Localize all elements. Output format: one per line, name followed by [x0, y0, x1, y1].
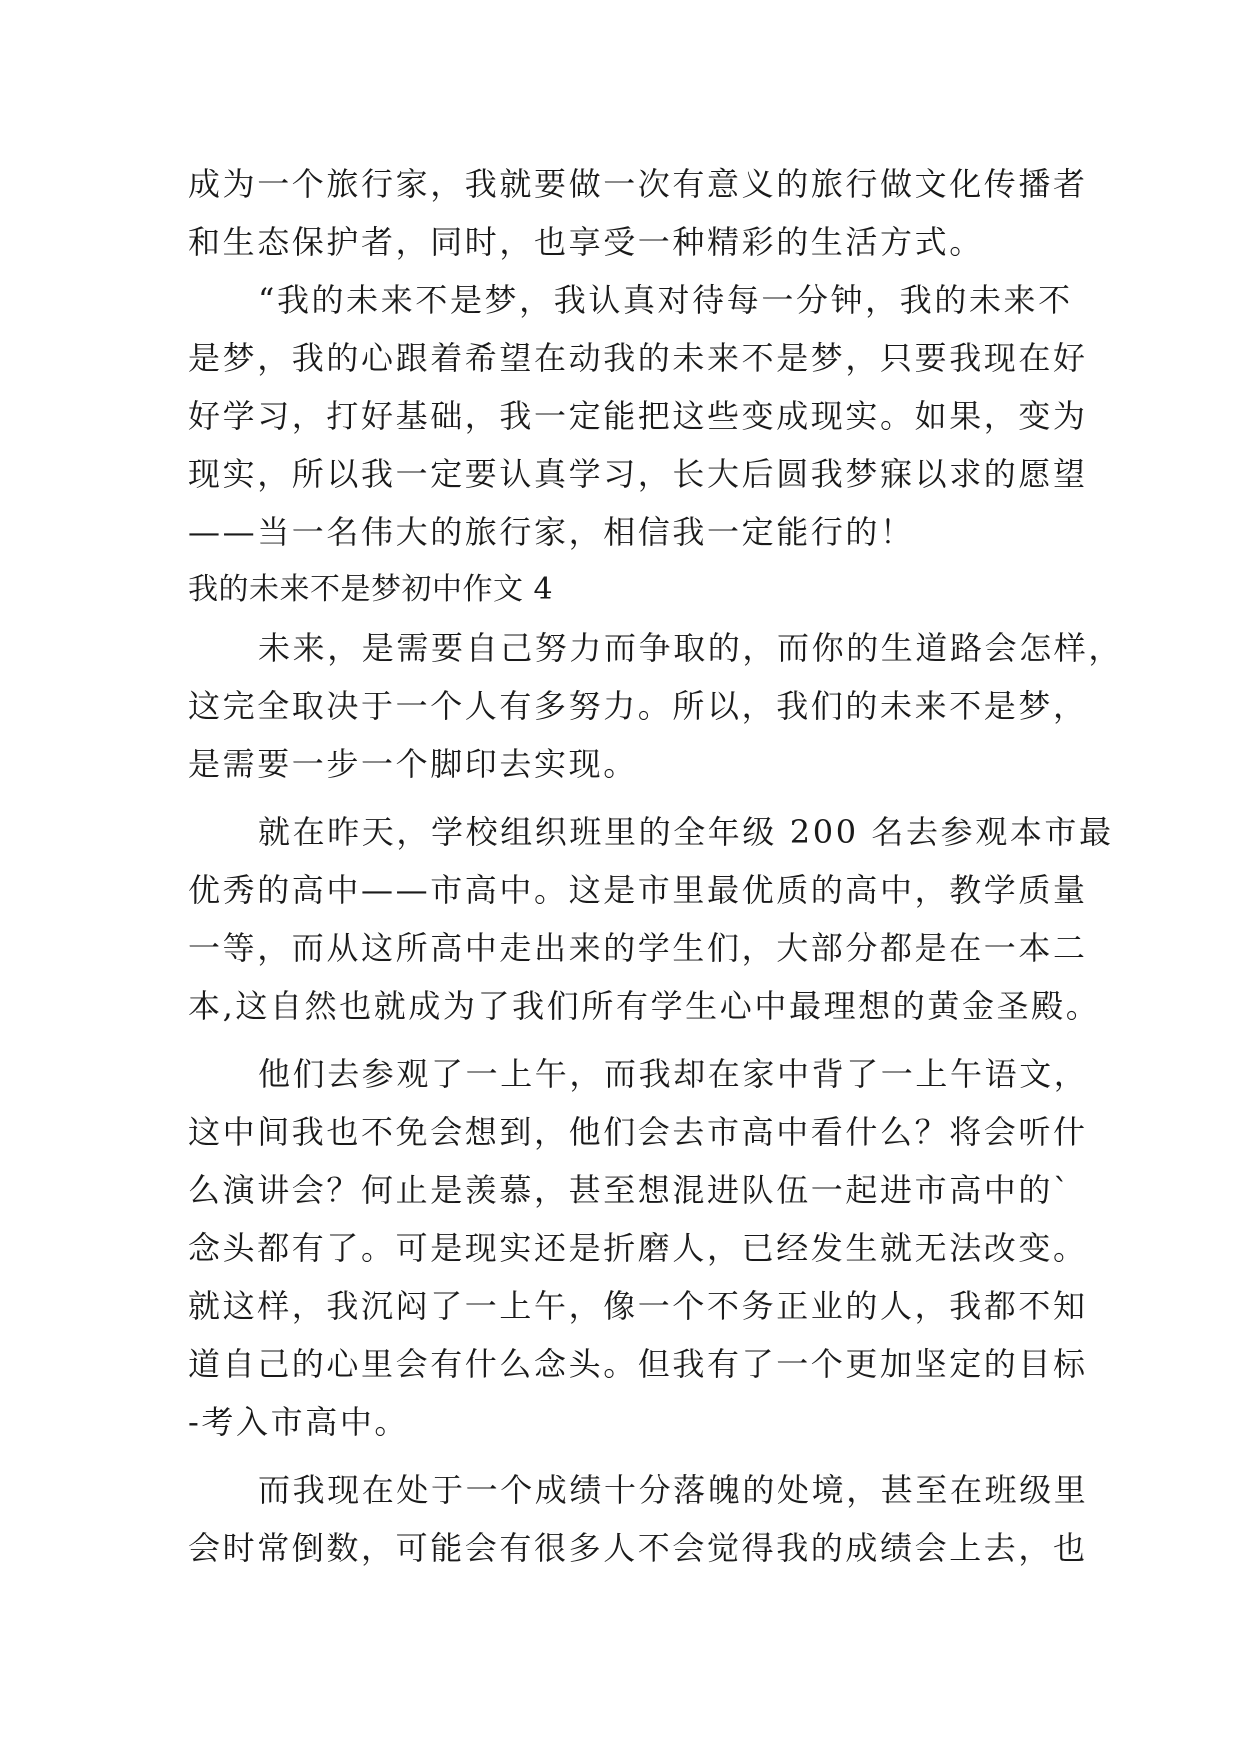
section-heading: 我的未来不是梦初中作文 4 [188, 572, 554, 607]
text-line: 是梦，我的心跟着希望在动我的未来不是梦，只要我现在好 [188, 339, 1088, 377]
text-line: 是需要一步一个脚印去实现。 [188, 745, 638, 783]
text-line: 本,这自然也就成为了我们所有学生心中最理想的黄金圣殿。 [188, 987, 1101, 1025]
text-line: 而我现在处于一个成绩十分落魄的处境，甚至在班级里 [258, 1471, 1089, 1509]
text-line: 优秀的高中——市高中。这是市里最优质的高中，教学质量 [188, 871, 1088, 909]
text-line: 现实，所以我一定要认真学习，长大后圆我梦寐以求的愿望 [188, 455, 1088, 493]
text-line: “我的未来不是梦，我认真对待每一分钟，我的未来不 [258, 281, 1073, 319]
text-line: 这完全取决于一个人有多努力。所以，我们的未来不是梦， [188, 687, 1088, 725]
text-line: 念头都有了。可是现实还是折磨人，已经发生就无法改变。 [188, 1229, 1088, 1267]
text-line: ——当一名伟大的旅行家，相信我一定能行的！ [188, 513, 915, 551]
text-line: 道自己的心里会有什么念头。但我有了一个更加坚定的目标 [188, 1345, 1088, 1383]
text-line: 一等，而从这所高中走出来的学生们，大部分都是在一本二 [188, 929, 1088, 967]
text-line: 么演讲会？何止是羡慕，甚至想混进队伍一起进市高中的` [188, 1171, 1072, 1209]
text-line: 成为一个旅行家，我就要做一次有意义的旅行做文化传播者 [188, 165, 1088, 203]
text-line: 好学习，打好基础，我一定能把这些变成现实。如果，变为 [188, 397, 1088, 435]
text-line: -考入市高中。 [188, 1403, 410, 1441]
text-line: 这中间我也不免会想到，他们会去市高中看什么？将会听什 [188, 1113, 1088, 1151]
text-line: 会时常倒数，可能会有很多人不会觉得我的成绩会上去，也 [188, 1529, 1088, 1567]
text-line: 就在昨天，学校组织班里的全年级 200 名去参观本市最 [258, 813, 1114, 851]
text-line: 就这样，我沉闷了一上午，像一个不务正业的人，我都不知 [188, 1287, 1088, 1325]
text-line: 未来，是需要自己努力而争取的，而你的生道路会怎样， [258, 629, 1124, 667]
text-line: 和生态保护者，同时，也享受一种精彩的生活方式。 [188, 223, 984, 261]
text-line: 他们去参观了一上午，而我却在家中背了一上午语文， [258, 1055, 1089, 1093]
